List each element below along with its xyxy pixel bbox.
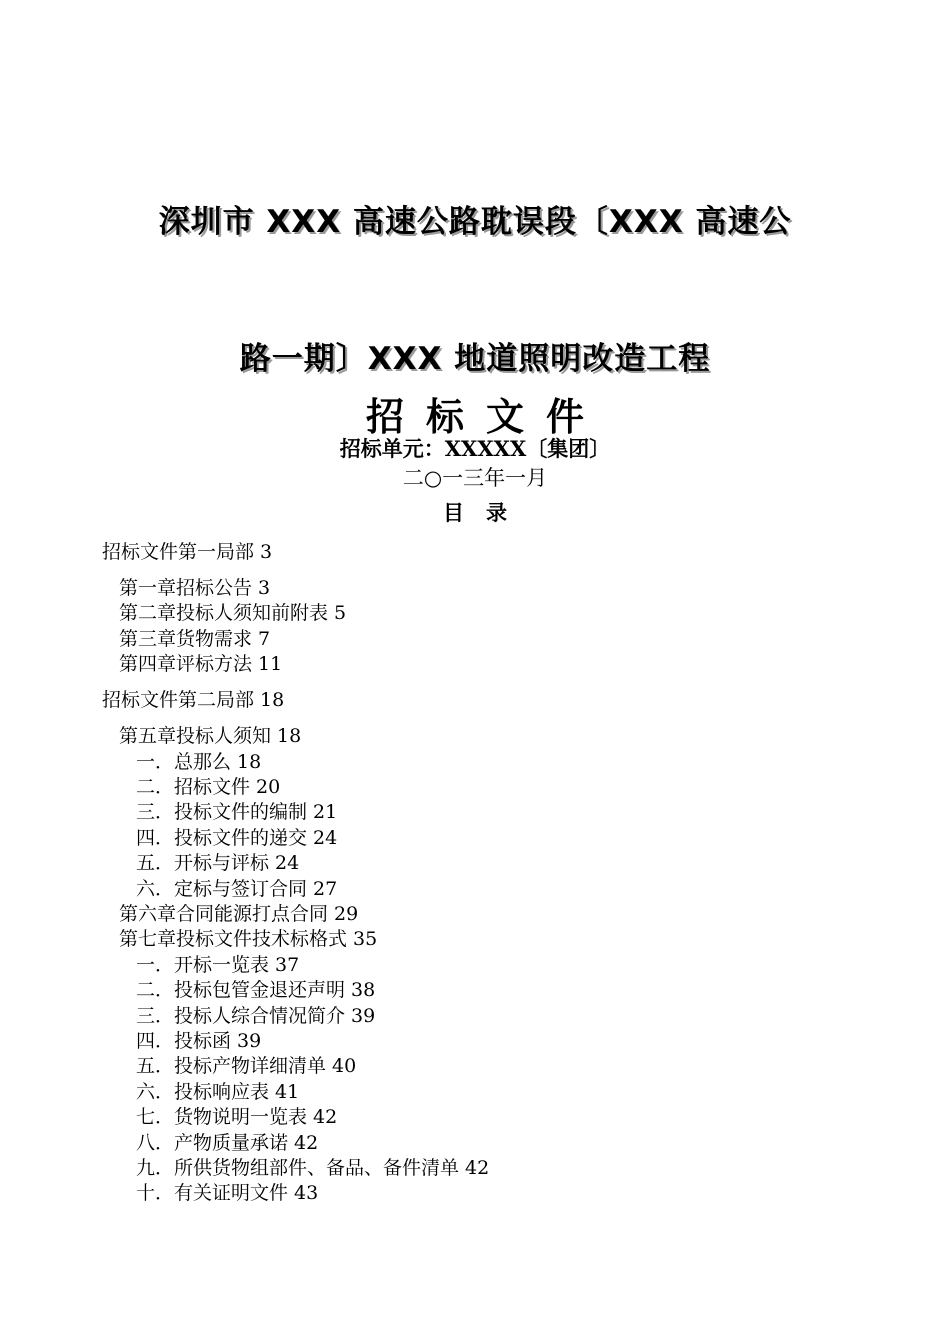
toc-entry[interactable]: 七．货物说明一览表 42 — [136, 1106, 338, 1129]
toc-entry[interactable]: 十．有关证明文件 43 — [136, 1182, 319, 1205]
toc-entry[interactable]: 第四章评标方法 11 — [119, 653, 283, 676]
toc-entry[interactable]: 第一章招标公告 3 — [119, 577, 271, 599]
toc-entry[interactable]: 二．投标包管金退还声明 38 — [136, 979, 376, 1002]
toc-entry[interactable]: 八．产物质量承诺 42 — [136, 1131, 319, 1154]
toc-entry[interactable]: 一．总那么 18 — [136, 750, 262, 773]
toc-entry[interactable]: 一．开标一览表 37 — [136, 953, 300, 976]
toc-entry[interactable]: 四．投标文件的递交 24 — [136, 826, 338, 849]
document-title-line-1: 深圳市 XXX 高速公路耽误段〔XXX 高速公 — [158, 204, 792, 240]
toc-entry[interactable]: 四．投标函 39 — [136, 1030, 262, 1052]
document-type-heading: 招标文件 — [365, 395, 606, 439]
toc-entry[interactable]: 招标文件第二局部 18 — [102, 689, 285, 712]
toc-entry[interactable]: 第三章货物需求 7 — [119, 627, 271, 650]
toc-entry[interactable]: 第七章投标文件技术标格式 35 — [119, 928, 378, 951]
toc-entry[interactable]: 三．投标人综合情况简介 39 — [136, 1004, 376, 1027]
toc-entry[interactable]: 二．招标文件 20 — [136, 776, 281, 798]
toc-entry[interactable]: 六．投标响应表 41 — [136, 1080, 300, 1103]
toc-entry[interactable]: 第五章投标人须知 18 — [119, 725, 302, 748]
toc-entry[interactable]: 六．定标与签订合同 27 — [136, 877, 338, 900]
toc-entry[interactable]: 三．投标文件的编制 21 — [136, 801, 338, 824]
document-title-line-2: 路一期〕XXX 地道照明改造工程 — [239, 341, 711, 377]
toc-entry[interactable]: 招标文件第一局部 3 — [102, 541, 273, 563]
toc-heading: 目录 — [443, 501, 529, 525]
toc-entry[interactable]: 第二章投标人须知前附表 5 — [119, 602, 347, 625]
toc-entry[interactable]: 五．投标产物详细清单 40 — [136, 1055, 357, 1078]
toc-entry[interactable]: 九．所供货物组部件、备品、备件清单 42 — [136, 1157, 490, 1179]
toc-entry[interactable]: 五．开标与评标 24 — [136, 852, 300, 875]
toc-entry[interactable]: 第六章合同能源打点合同 29 — [119, 903, 359, 925]
document-date: 二○一三年一月 — [402, 466, 548, 490]
issuer-line: 招标单元：XXXXX〔集团〕 — [339, 436, 611, 461]
